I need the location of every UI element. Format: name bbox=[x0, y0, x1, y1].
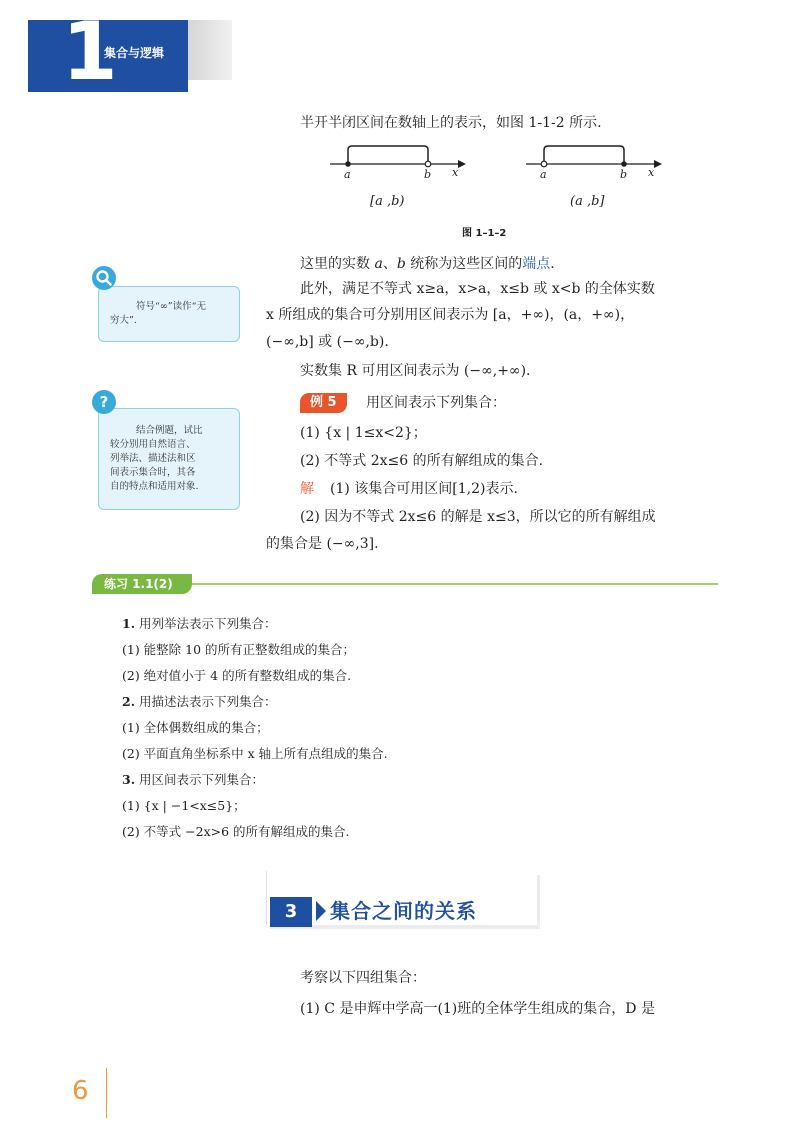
section-arrow-icon bbox=[316, 901, 326, 921]
chapter-number: 1 bbox=[62, 5, 118, 98]
fig-right-interval: (a ,b] bbox=[570, 194, 605, 209]
practice-q3-2: (2) 不等式 −2x>6 的所有解组成的集合. bbox=[122, 824, 350, 839]
example-item-1: (1) {x | 1≤x<2}； bbox=[300, 425, 427, 441]
number-line-figure bbox=[320, 138, 670, 188]
tail-line2: (1) C 是申辉中学高一(1)班的全体学生组成的集合，D 是 bbox=[300, 1001, 655, 1017]
paragraph-real-numbers: 实数集 R 可用区间表示为 (−∞,+∞). bbox=[300, 363, 531, 379]
p1-text-c: 统称为这些区间的 bbox=[405, 256, 523, 272]
note-infinity-line2: 穷大”. bbox=[110, 315, 137, 326]
paragraph-intervals-line3: (−∞,b] 或 (−∞,b). bbox=[266, 334, 389, 350]
intro-text: 半开半闭区间在数轴上的表示，如图 1-1-2 所示. bbox=[300, 115, 602, 131]
example-title: 用区间表示下列集合： bbox=[366, 395, 506, 411]
fig-left-a: a bbox=[344, 168, 351, 181]
solution-label: 解 bbox=[300, 481, 314, 497]
fig-left-interval: [a ,b) bbox=[370, 194, 405, 209]
practice-q2 bbox=[122, 692, 277, 712]
page-number-rule bbox=[106, 1068, 107, 1118]
fig-left-b: b bbox=[424, 168, 432, 181]
solution-2-line2: 的集合是 (−∞,3]. bbox=[266, 536, 379, 552]
example-item-2: (2) 不等式 2x≤6 的所有解组成的集合. bbox=[300, 453, 544, 469]
search-icon bbox=[92, 266, 116, 290]
paragraph-intervals-line1: 此外，满足不等式 x≥a，x>a，x≤b 或 x<b 的全体实数 bbox=[300, 281, 655, 297]
practice-q1-text: 用列举法表示下列集合： bbox=[135, 616, 277, 631]
header-shade bbox=[188, 20, 232, 80]
note-infinity-line1: 符号“∞”读作“无 bbox=[136, 301, 206, 312]
practice-q2-text: 用描述法表示下列集合： bbox=[135, 694, 277, 709]
note-question-line2: 较分别用自然语言、 bbox=[110, 439, 196, 450]
note-question-line4: 间表示集合时，其各 bbox=[110, 467, 196, 478]
practice-badge: 练习 1.1(2) bbox=[92, 574, 192, 594]
chapter-title: 集合与逻辑 bbox=[104, 46, 165, 60]
practice-q3 bbox=[122, 770, 264, 790]
paragraph-endpoints bbox=[300, 254, 555, 274]
p1-text-end: . bbox=[550, 256, 555, 272]
section-title: 集合之间的关系 bbox=[330, 899, 477, 923]
practice-q2-1: (1) 全体偶数组成的集合； bbox=[122, 720, 269, 735]
p1-text-b: 、 bbox=[382, 256, 397, 272]
note-question-line5: 自的特点和适用对象. bbox=[110, 481, 199, 492]
note-question-line1: 结合例题，试比 bbox=[136, 425, 203, 436]
p1-text-a: 这里的实数 bbox=[300, 256, 375, 272]
question-icon: ? bbox=[92, 390, 116, 414]
fig-left-x: x bbox=[452, 166, 459, 179]
solution-1: (1) 该集合可用区间[1,2)表示. bbox=[330, 481, 518, 497]
page-number: 6 bbox=[72, 1076, 89, 1106]
solution-2-line1: (2) 因为不等式 2x≤6 的解是 x≤3，所以它的所有解组成 bbox=[300, 509, 656, 525]
practice-q3-text: 用区间表示下列集合： bbox=[135, 772, 265, 787]
p1-var-a: a bbox=[374, 256, 383, 272]
paragraph-intervals-line2: x 所组成的集合可分别用区间表示为 [a，+∞)，(a，+∞)， bbox=[266, 307, 635, 323]
fig-right-b: b bbox=[620, 168, 628, 181]
practice-q1-1: (1) 能整除 10 的所有正整数组成的集合； bbox=[122, 642, 356, 657]
practice-rule bbox=[192, 583, 718, 585]
figure-caption: 图 1–1–2 bbox=[462, 228, 507, 239]
practice-q2-2: (2) 平面直角坐标系中 x 轴上所有点组成的集合. bbox=[122, 746, 388, 761]
practice-q3-num: 3. bbox=[122, 772, 136, 787]
example-badge: 例 5 bbox=[300, 393, 347, 413]
tail-line1: 考察以下四组集合： bbox=[300, 970, 426, 986]
section-number: 3 bbox=[270, 897, 312, 927]
practice-q3-1: (1) {x | −1<x≤5}； bbox=[122, 798, 246, 813]
practice-q1-num: 1. bbox=[122, 616, 136, 631]
term-endpoint: 端点 bbox=[522, 256, 551, 272]
note-question-line3: 列举法、描述法和区 bbox=[110, 453, 196, 464]
practice-q1 bbox=[122, 614, 277, 634]
practice-q2-num: 2. bbox=[122, 694, 136, 709]
practice-q1-2: (2) 绝对值小于 4 的所有整数组成的集合. bbox=[122, 668, 352, 683]
p1-var-b: b bbox=[396, 256, 406, 272]
fig-right-a: a bbox=[540, 168, 547, 181]
fig-right-x: x bbox=[648, 166, 655, 179]
